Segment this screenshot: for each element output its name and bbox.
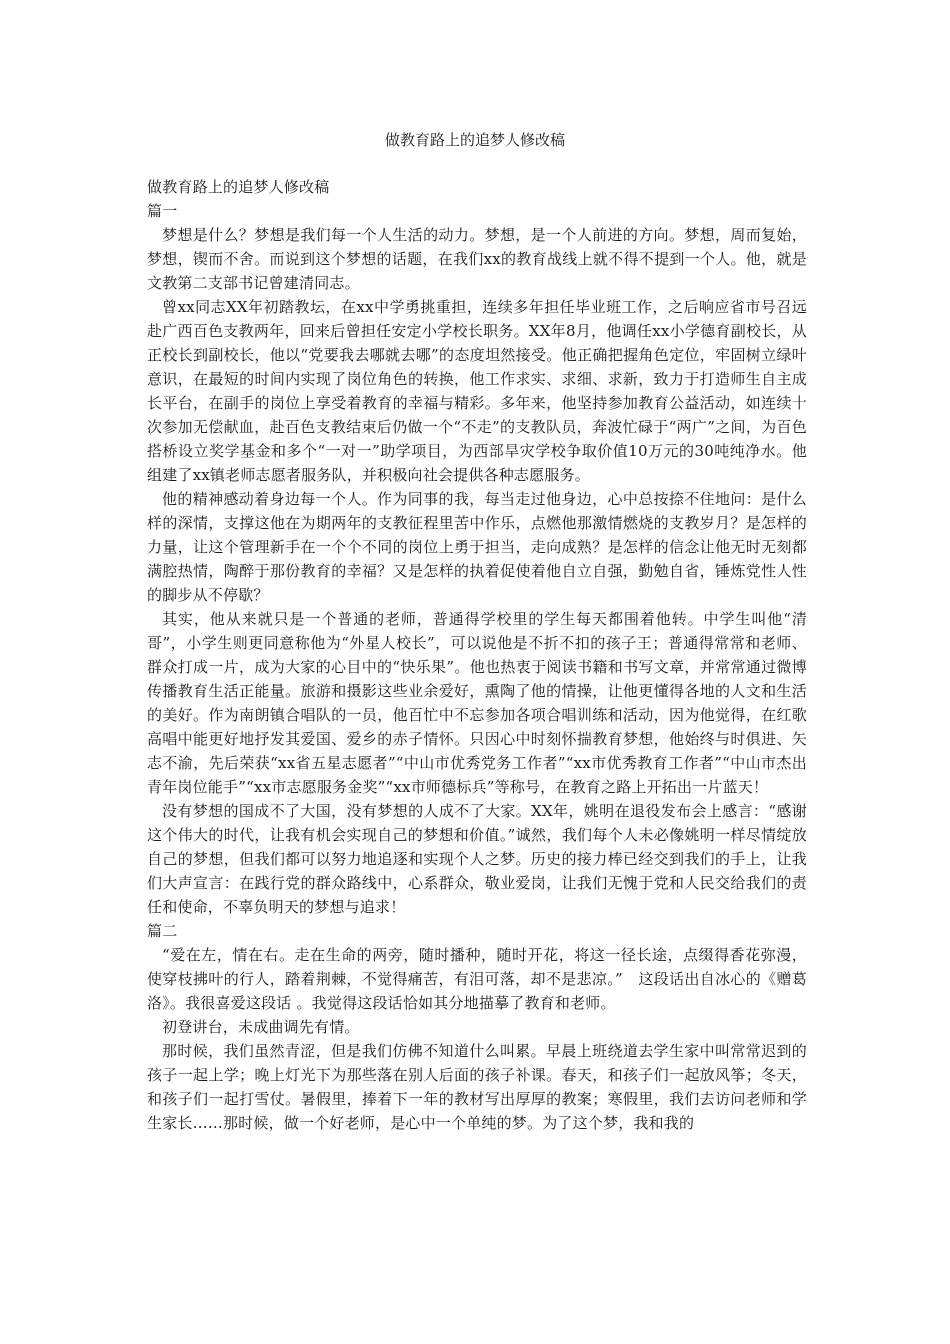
paragraph: 那时候，我们虽然青涩，但是我们仿佛不知道什么叫累。早晨上班绕道去学生家中叫常常迟到的孩子一起上学；晚上灯光下为那些落在别人后面的孩子补课。春天，和孩子们一起放风筝；冬天，和孩子们一起打雪仗。暑假里，捧着下一年的教材写出厚厚的教案；寒假里，我们去访问老师和学生家长……那时候，做一个好老师，是心中一个单纯的梦。为了这个梦，我和我的 xyxy=(147,1042,807,1132)
document-body xyxy=(147,175,807,1135)
document-title: 做教育路上的追梦人修改稿 xyxy=(384,131,565,149)
section-label-1: 篇一 xyxy=(147,202,178,220)
section-label-2: 篇二 xyxy=(147,922,178,940)
paragraph: 曾xx同志XX年初踏教坛，在xx中学勇挑重担，连续多年担任毕业班工作，之后响应省市号召远赴广西百色支教两年，回来后曾担任安定小学校长职务。XX年8月，他调任xx小学德育副校长，从正校长到副校长，他以“党要我去哪就去哪”的态度坦然接受。他正确把握角色定位，牢固树立绿叶意识，在最短的时间内实现了岗位角色的转换，他工作求实、求细、求新，致力于打造师生自主成长平台，在副手的岗位上享受着教育的幸福与精彩。多年来，他坚持参加教育公益活动，如连续十次参加无偿献血，赴百色支教结束后仍做一个“不走”的支教队员，奔波忙碌于“两广”之间，为百色搭桥设立奖学基金和多个“一对一”助学项目，为西部旱灾学校争取价值10万元的30吨纯净水。他组建了xx镇老师志愿者服务队，并积极向社会提供各种志愿服务。 xyxy=(147,298,807,484)
document-subtitle: 做教育路上的追梦人修改稿 xyxy=(147,178,330,196)
paragraph: 梦想是什么？梦想是我们每一个人生活的动力。梦想，是一个人前进的方向。梦想，周而复始，梦想，锲而不舍。而说到这个梦想的话题，在我们xx的教育战线上就不得不提到一个人。他，就是文教第二支部书记曾建清同志。 xyxy=(147,226,807,292)
paragraph: 没有梦想的国成不了大国，没有梦想的人成不了大家。XX年，姚明在退役发布会上感言：“感谢这个伟大的时代，让我有机会实现自己的梦想和价值。”诚然，我们每个人未必像姚明一样尽情绽放自己的梦想，但我们都可以努力地追逐和实现个人之梦。历史的接力棒已经交到我们的手上，让我们大声宣言：在践行党的群众路线中，心系群众，敬业爱岗，让我们无愧于党和人民交给我们的责任和使命，不辜负明天的梦想与追求！ xyxy=(147,802,807,916)
paragraph: “爱在左，情在右。走在生命的两旁，随时播种，随时开花，将这一径长途，点缀得香花弥漫，使穿枝拂叶的行人，踏着荆棘，不觉得痛苦，有泪可落，却不是悲凉。” 这段话出自冰心的《赠葛洛》。我很喜爱这段话 。我觉得这段话恰如其分地描摹了教育和老师。 xyxy=(147,946,807,1012)
paragraph: 他的精神感动着身边每一个人。作为同事的我，每当走过他身边，心中总按捺不住地问：是什么样的深情，支撑这他在为期两年的支教征程里苦中作乐，点燃他那激情燃烧的支教岁月？是怎样的力量，让这个管理新手在一个个不同的岗位上勇于担当，走向成熟？是怎样的信念让他无时无刻都满腔热情，陶醉于那份教育的幸福？又是怎样的执着促使着他自立自强，勤勉自省，锤炼党性人性的脚步从不停歇？ xyxy=(147,490,807,604)
paragraph: 其实，他从来就只是一个普通的老师，普通得学校里的学生每天都围着他转。中学生叫他“清哥”，小学生则更同意称他为“外星人校长”，可以说他是不折不扣的孩子王；普通得常常和老师、群众打成一片，成为大家的心目中的“快乐果”。他也热衷于阅读书籍和书写文章，并常常通过微博传播教育生活正能量。旅游和摄影这些业余爱好，熏陶了他的情操，让他更懂得各地的人文和生活的美好。作为南朗镇合唱队的一员，他百忙中不忘参加各项合唱训练和活动，因为他觉得，在红歌高唱中能更好地抒发其爱国、爱乡的赤子情怀。只因心中时刻怀揣教育梦想，他始终与时俱进、矢志不渝，先后荣获“xx省五星志愿者”“中山市优秀党务工作者”“xx市优秀教育工作者”“中山市杰出青年岗位能手”“xx市志愿服务金奖”“xx市师德标兵”等称号，在教育之路上开拓出一片蓝天！ xyxy=(147,610,807,796)
paragraph: 初登讲台，未成曲调先有情。 xyxy=(162,1018,360,1036)
